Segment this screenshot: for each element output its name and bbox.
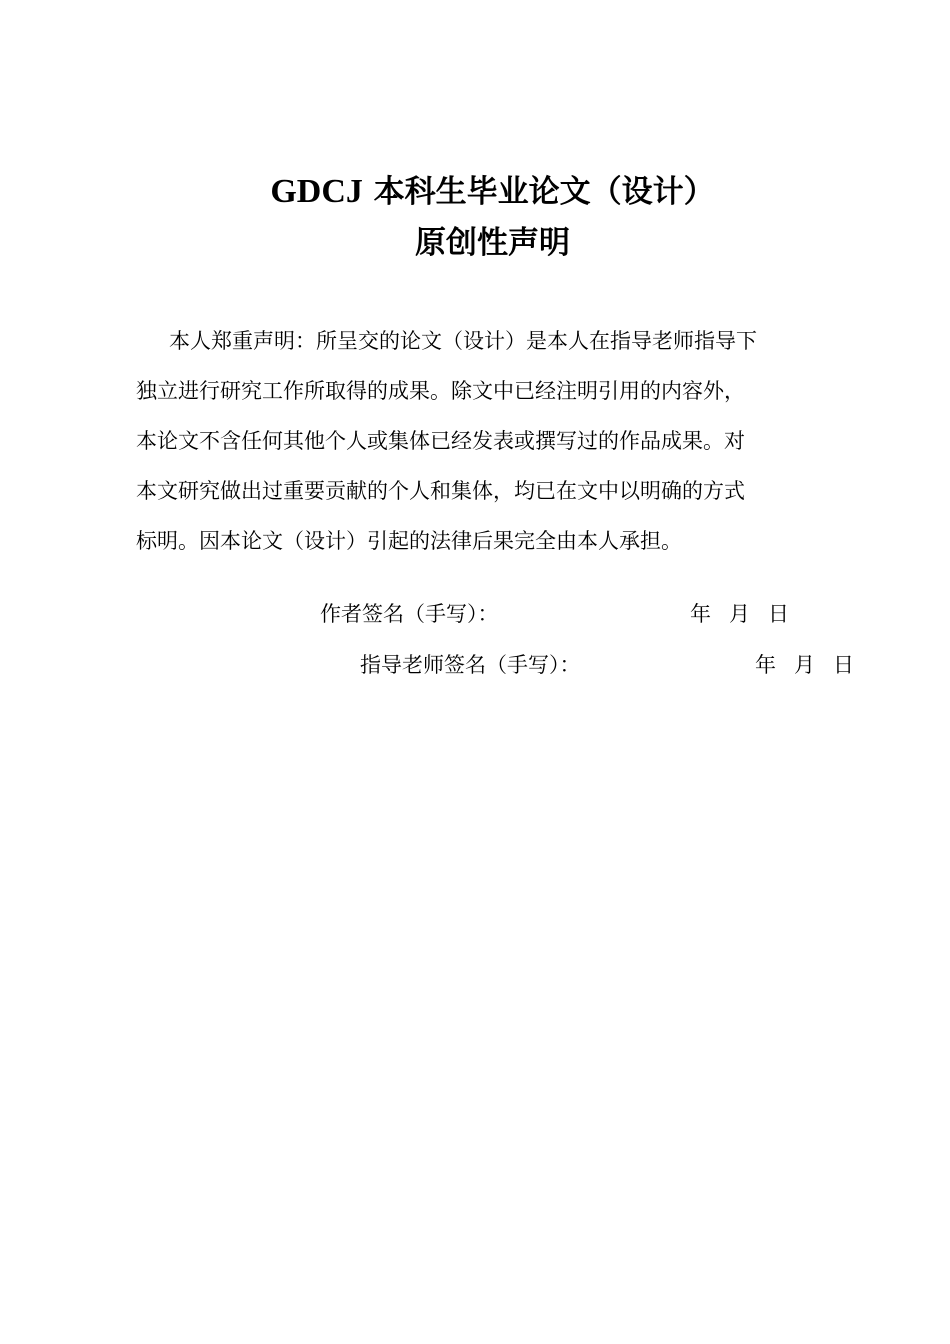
title-abbreviation: GDCJ [270,173,363,210]
declaration-line: 本论文不含任何其他个人或集体已经发表或撰写过的作品成果。对 [136,429,745,453]
date-month-label: 月 [729,602,750,626]
document-title-line1 [0,172,950,212]
declaration-line: 标明。因本论文（设计）引起的法律后果完全由本人承担。 [136,529,682,553]
date-day-label: 日 [768,602,789,626]
declaration-line: 本文研究做出过重要贡献的个人和集体，均已在文中以明确的方式 [136,479,745,503]
advisor-signature-label: 指导老师签名（手写）： [360,653,581,677]
advisor-signature-date [755,650,854,680]
document-title-line2: 原创性声明 [415,225,570,261]
date-year-label: 年 [755,653,776,677]
author-signature-date [690,599,789,629]
author-signature-label: 作者签名（手写）： [320,602,499,626]
date-year-label: 年 [690,602,711,626]
title-main-text: 本科生毕业论文（设计） [373,174,715,210]
declaration-line: 独立进行研究工作所取得的成果。除文中已经注明引用的内容外， [136,379,745,403]
date-month-label: 月 [794,653,815,677]
declaration-paragraph [136,316,846,566]
date-day-label: 日 [833,653,854,677]
declaration-line: 本人郑重声明：所呈交的论文（设计）是本人在指导老师指导下 [169,329,757,353]
